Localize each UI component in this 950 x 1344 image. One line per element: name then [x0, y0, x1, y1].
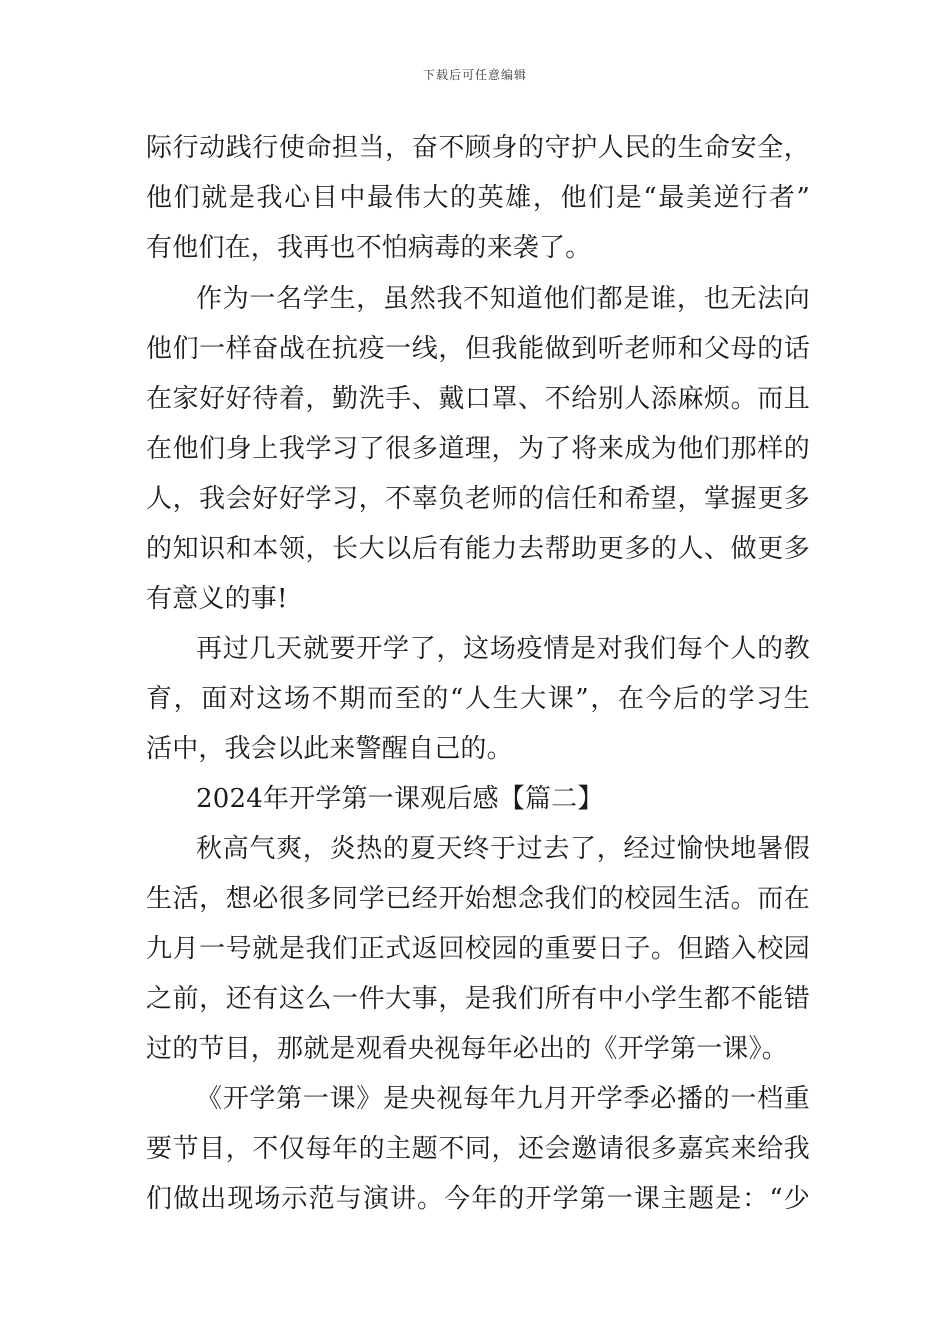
paragraph-first-line: 作为一名学生，虽然我不知道他们都是谁，也无法向 [196, 284, 810, 314]
text-line: 育，面对这场不期而至的“人生大课”，在今后的学习生 [146, 684, 810, 714]
paragraph-first-line: 秋高气爽，炎热的夏天终于过去了，经过愉快地暑假 [196, 834, 810, 864]
text-line: 生活，想必很多同学已经开始想念我们的校园生活。而在 [146, 884, 810, 914]
text-line: 有意义的事! [146, 584, 288, 614]
text-line: 之前，还有这么一件大事，是我们所有中小学生都不能错 [146, 984, 810, 1014]
text-line: 们做出现场示范与演讲。今年的开学第一课主题是：“少 [146, 1184, 810, 1214]
text-line: 际行动践行使命担当，奋不顾身的守护人民的生命安全， [146, 133, 810, 163]
text-line: 他们就是我心目中最伟大的英雄，他们是“最美逆行者” [146, 183, 810, 213]
text-line: 要节目，不仅每年的主题不同，还会邀请很多嘉宾来给我 [146, 1134, 810, 1164]
text-line: 人，我会好好学习，不辜负老师的信任和希望，掌握更多 [146, 484, 810, 514]
section-heading: 2024年开学第一课观后感【篇二】 [196, 784, 604, 814]
text-line: 活中，我会以此来警醒自己的。 [146, 734, 513, 764]
paragraph-first-line: 《开学第一课》是央视每年九月开学季必播的一档重 [196, 1084, 810, 1114]
page-header: 下载后可任意编辑 [422, 68, 527, 82]
text-line: 过的节目，那就是观看央视每年必出的《开学第一课》。 [146, 1034, 789, 1064]
text-line: 有他们在，我再也不怕病毒的来袭了。 [146, 233, 592, 263]
text-line: 的知识和本领，长大以后有能力去帮助更多的人、做更多 [146, 534, 810, 564]
text-line: 他们一样奋战在抗疫一线，但我能做到听老师和父母的话 [146, 334, 810, 364]
text-line: 在他们身上我学习了很多道理，为了将来成为他们那样的 [146, 434, 810, 464]
text-line: 九月一号就是我们正式返回校园的重要日子。但踏入校园 [146, 934, 810, 964]
text-line: 在家好好待着，勤洗手、戴口罩、不给别人添麻烦。而且 [146, 384, 810, 414]
paragraph-first-line: 再过几天就要开学了，这场疫情是对我们每个人的教 [196, 634, 810, 664]
